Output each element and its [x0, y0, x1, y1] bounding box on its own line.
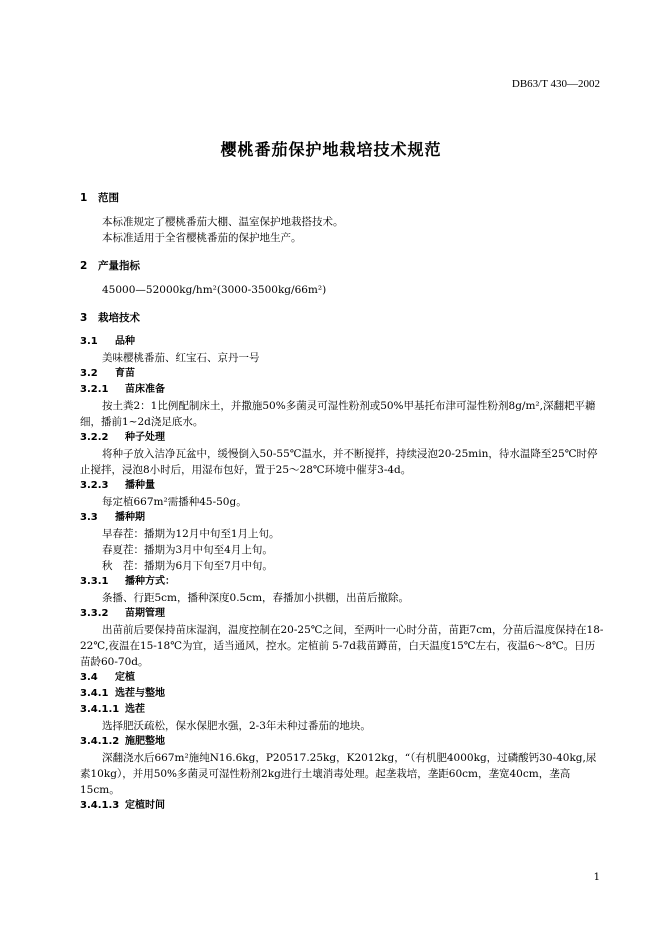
section-heading	[80, 310, 605, 326]
subsection-number: 3.4.1.3	[80, 800, 120, 811]
subsection-number: 3.3.1	[80, 576, 109, 587]
section-title: 产量指标	[98, 260, 140, 272]
subsection-heading	[80, 510, 605, 526]
subsection-title: 选茬	[125, 704, 145, 715]
paragraph: 早春茬：播期为12月中旬至1月上旬。	[102, 528, 280, 540]
paragraph: 本标准适用于全省樱桃番茄的保护地生产。	[102, 232, 302, 244]
subsection-number: 3.3.2	[80, 608, 109, 619]
subsection-number: 3.4	[80, 672, 98, 683]
subsection-title: 种子处理	[125, 432, 165, 443]
subsection-heading	[80, 430, 605, 446]
subsection-heading	[80, 574, 605, 590]
subsection-title: 苗期管理	[125, 608, 165, 619]
subsection-heading	[80, 382, 605, 398]
subsection-title: 品种	[115, 336, 135, 347]
subsection-number: 3.4.1.1	[80, 704, 120, 715]
subsection-heading	[80, 734, 605, 750]
subsection-number: 3.3	[80, 512, 98, 523]
paragraph: 将种子放入洁净瓦盆中，缓慢倒入50-55℃温水，并不断搅拌，持续浸泡20-25min，待水温降至25℃时停止搅拌，浸泡8小时后，用湿布包好，置于25～28℃环境中催芽3-4d。	[80, 448, 598, 476]
paragraph: 本标准规定了樱桃番茄大棚、温室保护地栽搭技术。	[102, 216, 344, 228]
paragraph: 深翻浇水后667m²施纯N16.6kg，P20517.25kg，K2012kg，“（有机肥4000kg，过磷酸钙30-40kg,尿素10kg），并用50%多菌灵可湿性粉剂2kg进行土壤消毒处理。起垄栽培，垄距60cm，垄宽40cm，垄高15cm。	[80, 752, 597, 796]
paragraph: 每定植667m²需播种45-50g。	[102, 496, 247, 508]
subsection-title: 施肥整地	[125, 736, 165, 747]
document-title: 樱桃番茄保护地栽培技术规范	[220, 140, 442, 159]
paragraph: 春夏茬：播期为3月中旬至4月上旬。	[102, 544, 273, 556]
paragraph: 条播、行距5cm，播种深度0.5cm，春播加小拱棚，出苗后撤除。	[102, 592, 410, 604]
paragraph: 美味樱桃番茄、红宝石、京丹一号	[102, 352, 260, 364]
subsection-title: 定植	[115, 672, 135, 683]
page-number: 1	[593, 872, 600, 883]
subsection-title: 播种期	[115, 512, 145, 523]
subsection-title: 定植时间	[125, 800, 165, 811]
subsection-number: 3.1	[80, 336, 98, 347]
standard-code: DB63/T 430—2002	[511, 78, 600, 90]
subsection-number: 3.2.3	[80, 480, 109, 491]
section-title: 范围	[98, 192, 119, 204]
subsection-title: 育苗	[115, 368, 135, 379]
section-heading	[80, 190, 605, 206]
section-title: 栽培技术	[98, 312, 140, 324]
subsection-title: 选茬与整地	[115, 688, 165, 699]
subsection-heading	[80, 798, 605, 814]
subsection-title: 播种方式：	[125, 576, 175, 587]
subsection-heading	[80, 686, 605, 702]
subsection-heading	[80, 606, 605, 622]
section-number: 2	[80, 260, 88, 272]
subsection-number: 3.2.2	[80, 432, 109, 443]
document-body	[80, 190, 605, 814]
subsection-title: 播种量	[125, 480, 155, 491]
subsection-heading	[80, 702, 605, 718]
subsection-number: 3.2.1	[80, 384, 109, 395]
subsection-number: 3.4.1	[80, 688, 109, 699]
section-number: 3	[80, 312, 88, 324]
subsection-heading	[80, 334, 605, 350]
paragraph: 出苗前后要保持苗床湿润，温度控制在20-25℃之间，至两叶一心时分苗，苗距7cm，分苗后温度保持在18-22℃,夜温在15-18℃为宜，适当通风，控水。定植前 5-7d栽苗蹲苗，白天温度15℃左右，夜温6～8℃。日历苗龄60-70d。	[80, 624, 604, 668]
section-number: 1	[80, 192, 88, 204]
subsection-number: 3.4.1.2	[80, 736, 120, 747]
section-heading	[80, 258, 605, 274]
paragraph: 按土粪2：1比例配制床土，并撒施50%多菌灵可湿性粉剂或50%甲基托布津可湿性粉剂8g/m²,深翻耙平耱细，播前1~2d浇足底水。	[80, 400, 596, 428]
subsection-heading	[80, 670, 605, 686]
paragraph: 秋 茬：播期为6月下旬至7月中旬。	[102, 560, 273, 572]
subsection-number: 3.2	[80, 368, 98, 379]
subsection-heading	[80, 478, 605, 494]
subsection-title: 苗床准备	[125, 384, 165, 395]
paragraph: 选择肥沃疏松，保水保肥水强，2-3年未种过番茄的地块。	[102, 720, 371, 732]
paragraph: 45000—52000kg/hm²(3000-3500kg/66m²)	[102, 284, 327, 296]
subsection-heading	[80, 366, 605, 382]
